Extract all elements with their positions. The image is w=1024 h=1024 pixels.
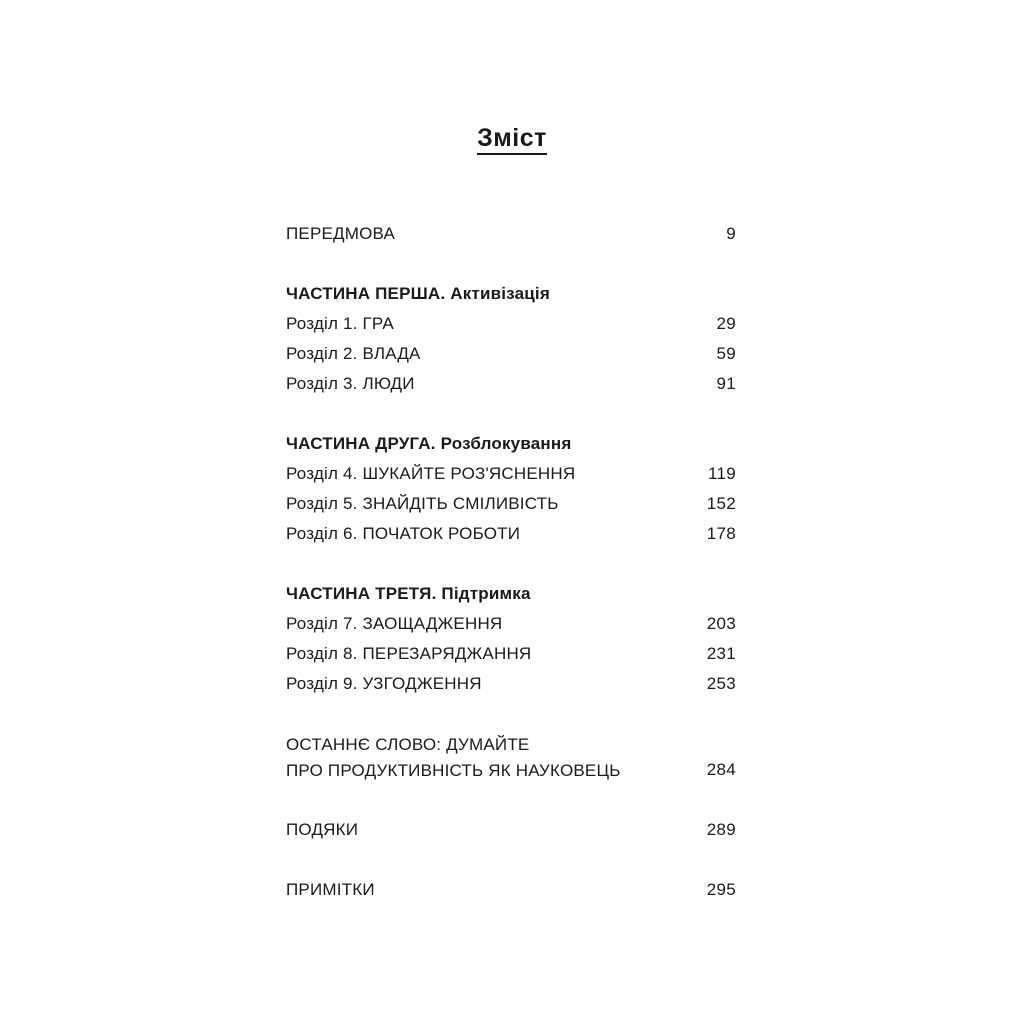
toc-entry-title-line-2: ПРО ПРОДУКТИВНІСТЬ ЯК НАУКОВЕЦЬ (286, 761, 621, 780)
toc-part-title: ЧАСТИНА ПЕРША. Активізація (286, 284, 550, 303)
toc-entry-title: ПРИМІТКИ (286, 880, 375, 899)
toc-part-heading-3 (286, 582, 738, 606)
toc-entry-chapter-1[interactable] (286, 312, 738, 336)
toc-entry-chapter-5[interactable] (286, 492, 738, 516)
toc-entry-title: Розділ 2. ВЛАДА (286, 344, 421, 363)
toc-entry-title-line-1: ОСТАННЄ СЛОВО: ДУМАЙТЕ (286, 735, 530, 754)
toc-part-title: ЧАСТИНА ТРЕТЯ. Підтримка (286, 584, 531, 603)
toc-entry-title: Розділ 6. ПОЧАТОК РОБОТИ (286, 524, 521, 543)
toc-entry-title: ПОДЯКИ (286, 820, 359, 839)
toc-entry-afterword[interactable] (286, 732, 738, 782)
toc-entry-page: 253 (706, 674, 736, 693)
toc-entry-chapter-3[interactable] (286, 372, 738, 396)
toc-entry-notes[interactable] (286, 878, 738, 902)
toc-part-heading-2 (286, 432, 738, 456)
toc-entry-chapter-9[interactable] (286, 672, 738, 696)
toc-entry-page: 203 (706, 614, 736, 633)
toc-entry-title (286, 732, 621, 784)
toc-entry-page: 289 (706, 820, 736, 839)
toc-entry-title: Розділ 5. ЗНАЙДІТЬ СМІЛИВІСТЬ (286, 494, 559, 513)
toc-entry-title: Розділ 9. УЗГОДЖЕННЯ (286, 674, 482, 693)
toc-entry-page: 178 (706, 524, 736, 543)
toc-entry-chapter-7[interactable] (286, 612, 738, 636)
toc-entry-page: 295 (706, 880, 736, 899)
toc-entry-chapter-8[interactable] (286, 642, 738, 666)
toc-entry-foreword[interactable] (286, 222, 738, 246)
toc-entry-title: Розділ 7. ЗАОЩАДЖЕННЯ (286, 614, 503, 633)
toc-entry-page: 29 (716, 314, 736, 333)
toc-entry-title: Розділ 3. ЛЮДИ (286, 374, 415, 393)
page-title-text: Зміст (477, 124, 547, 155)
toc-entry-title: Розділ 8. ПЕРЕЗАРЯДЖАННЯ (286, 644, 532, 663)
toc-entry-page: 284 (706, 760, 736, 779)
toc-entry-page: 91 (716, 374, 736, 393)
toc-entry-page: 59 (716, 344, 736, 363)
toc-part-heading-1 (286, 282, 738, 306)
toc-entry-page: 152 (706, 494, 736, 513)
toc-entry-page: 119 (707, 464, 736, 483)
toc-entry-page: 9 (726, 224, 736, 243)
toc-entry-chapter-4[interactable] (286, 462, 738, 486)
toc-entry-chapter-6[interactable] (286, 522, 738, 546)
page-title (0, 124, 1024, 155)
toc-entry-page: 231 (706, 644, 736, 663)
toc-entry-chapter-2[interactable] (286, 342, 738, 366)
toc-entry-title: ПЕРЕДМОВА (286, 224, 396, 243)
toc-entry-title: Розділ 4. ШУКАЙТЕ РОЗ'ЯСНЕННЯ (286, 464, 576, 483)
toc-entry-title: Розділ 1. ГРА (286, 314, 394, 333)
toc-entry-acknowledgements[interactable] (286, 818, 738, 842)
toc-part-title: ЧАСТИНА ДРУГА. Розблокування (286, 434, 572, 453)
